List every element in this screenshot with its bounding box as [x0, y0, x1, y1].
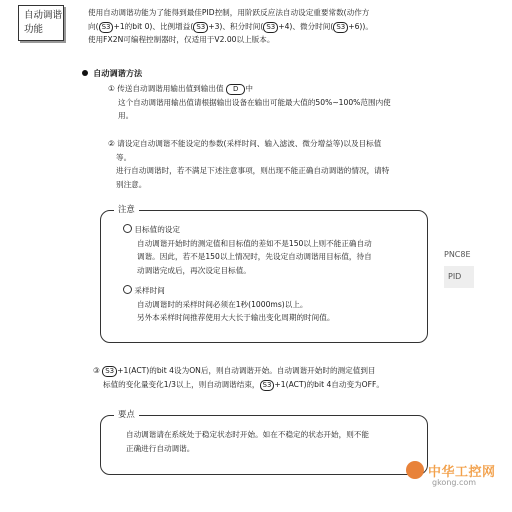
intro-line-2: 向( S3 +1的bit 0)、比例增益( S3 +3)、积分时间( S3 +4)、微分时间( S3 +6))。 — [88, 21, 373, 31]
keypoint-text: 自动调谐请在系统处于稳定状态时开始。如在不稳定的状态开始，则不能 正确进行自动调谐。 — [126, 430, 369, 453]
side-label-model: PNC8E — [444, 250, 471, 259]
bullet-icon — [82, 70, 88, 76]
section-tag-box — [18, 5, 64, 41]
tag-line-1: 自动调谐 — [24, 10, 63, 21]
intro-paragraph — [88, 6, 373, 47]
s3-box: S3 — [260, 380, 275, 391]
caution-item-1: 目标值的设定 自动调谐开始时的测定值和目标值的差如不是150以上则不能正确自动 调谐。因此，若不是150以上情况时，先设定自动调谐用目标值，待自 动调谐完成后，再次设定目标值。 — [123, 223, 372, 277]
caution-title: 注意 — [114, 203, 139, 215]
d-box: D — [226, 84, 245, 95]
keypoint-title: 要点 — [114, 408, 139, 420]
intro-line-1: 使用自动调谐功能为了能得到最佳PID控制，用阶跃反应法自动设定重要常数(动作方 — [88, 8, 370, 17]
s3-box: S3 — [99, 22, 114, 33]
circle-icon — [123, 224, 132, 233]
watermark-logo-icon — [406, 461, 424, 479]
step-2: ② 请设定自动调谐不能设定的参数(采样时间、输入滤波、微分增益等)以及目标值 等。 进行自动调谐时，若不满足下述注意事项，则出现不能正确自动调谐的情况，请特 别注意。 — [108, 139, 390, 189]
step-3: ③ S3 +1(ACT)的bit 4设为ON后，则自动调谐开始。自动调谐开始时的测定值到目 标值的变化量变化1/3以上，则自动调谐结束， S3 +1(ACT)的bit 4自动变为OFF。 — [93, 366, 384, 389]
tag-line-2: 功能 — [24, 24, 44, 35]
side-label-pid: PID — [448, 272, 462, 281]
watermark-url: gkong.com — [432, 478, 477, 487]
watermark-name: 中华工控网 — [428, 465, 496, 480]
s3-box: S3 — [102, 366, 117, 377]
s3-box: S3 — [263, 22, 278, 33]
circle-icon — [123, 285, 132, 294]
intro-line-3: 使用FX2N可编程控制器时，仅适用于V2.00以上版本。 — [88, 35, 275, 44]
method-heading — [82, 61, 142, 80]
method-title: 自动调谐方法 — [93, 68, 143, 78]
step-1: ① 传送自动调谐用输出值到输出值 D 中 这个自动调谐用输出值请根据输出设备在输出可能最大值的50%~100%范围内使 用。 — [108, 84, 391, 120]
s3-box: S3 — [193, 22, 208, 33]
caution-item-2: 采样时间 自动调谐时的采样时间必须在1秒(1000ms)以上。 另外本采样时间推荐使用大大长于输出变化周期的时间值。 — [123, 284, 334, 325]
s3-box: S3 — [333, 22, 348, 33]
